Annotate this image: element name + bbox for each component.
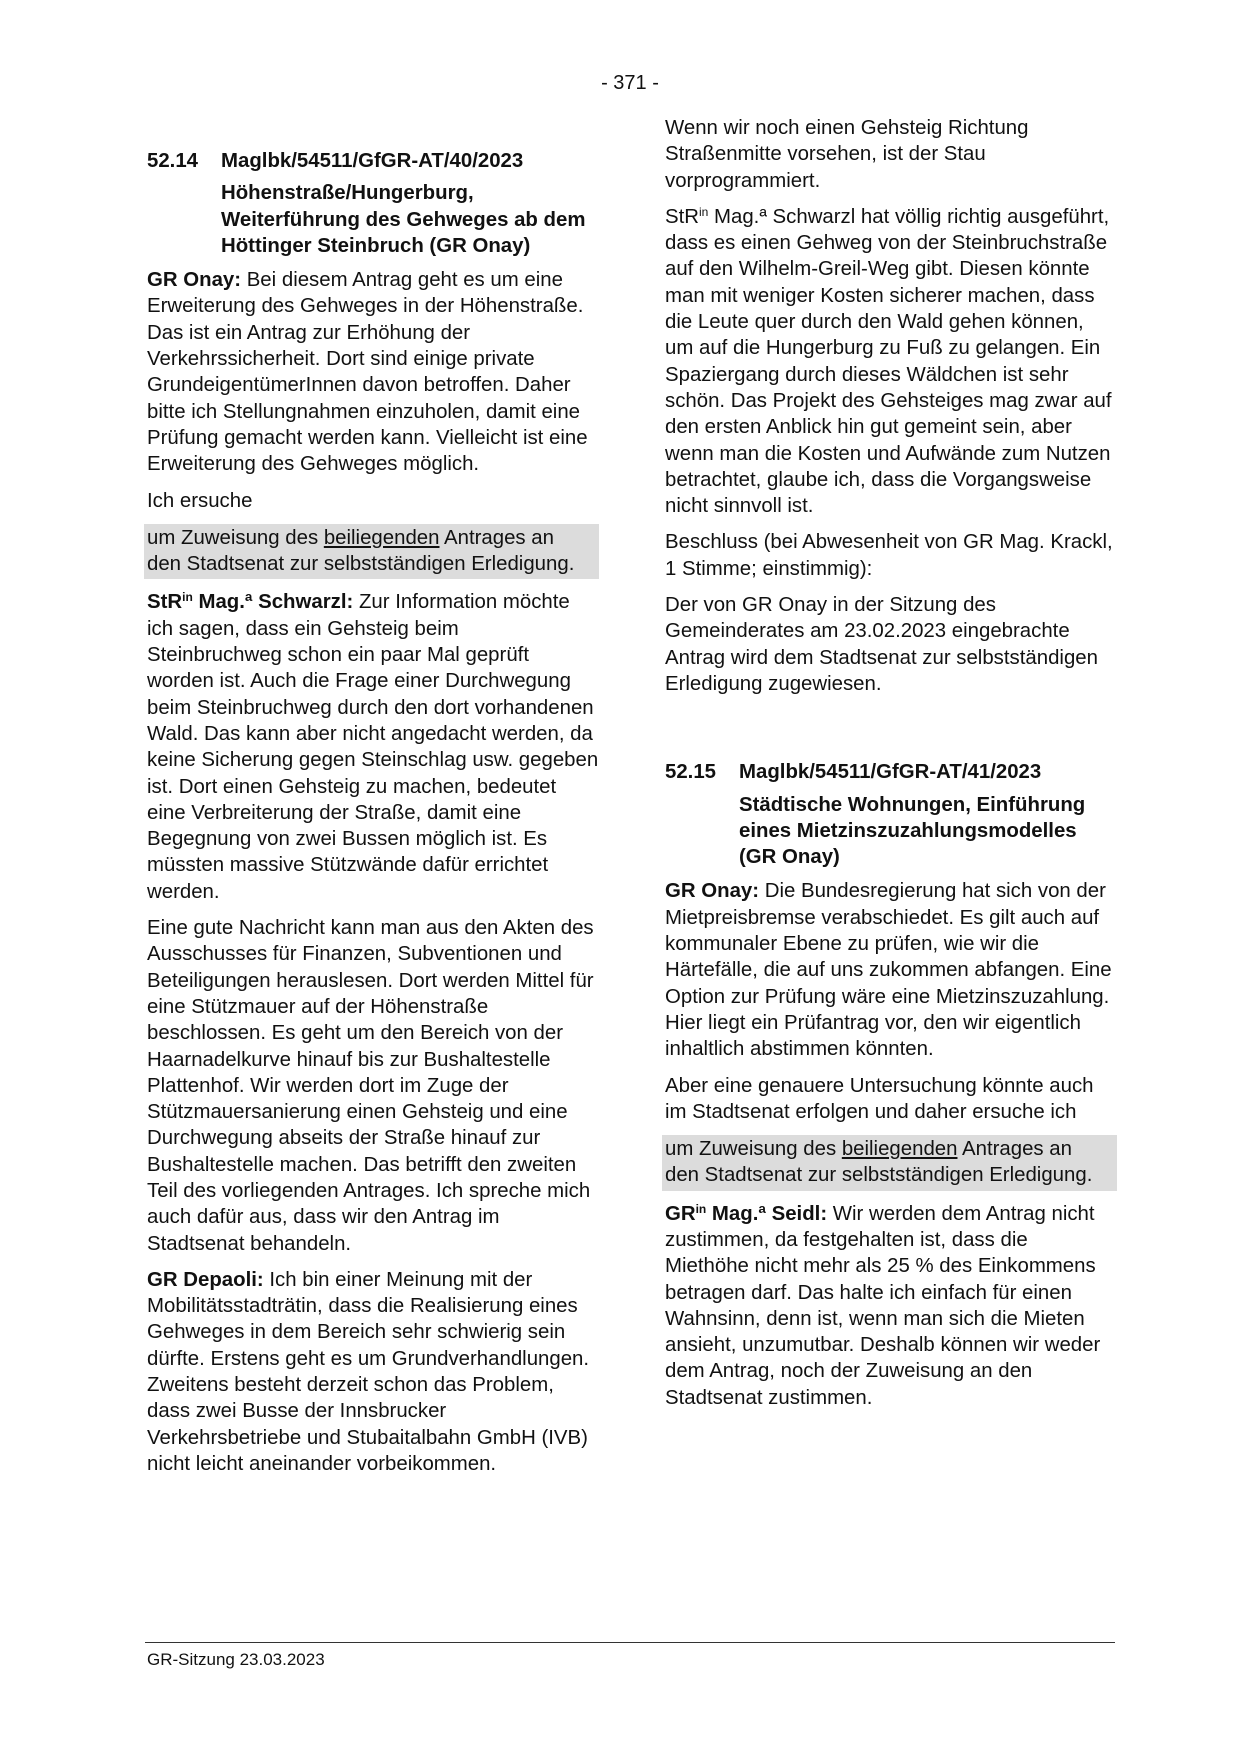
paragraph: StR$^{in}$ Mag.ª Schwarzl: Zur Information möchte ich sagen, dass ein Gehsteig beim Steinbruchweg schon ein paar Mal geprüft worden ist. Auch die Frage einer Durchwegung beim Steinbruchweg durch den dort vorhandenen Wald. Das kann aber nicht angedacht werden, da keine Sicherung gegen Steinschlag usw. gegeben ist. Dort einen Gehsteig zu machen, bedeutet eine Verbreiterung der Straße, damit eine Begegnung von zwei Bussen möglich ist. Es müssten massive Stützwände dafür errichtet werden. (147, 590, 599, 903)
right-column (665, 117, 1117, 1421)
paragraph: StR$^{in}$ Mag.ª Schwarzl hat völlig richtig ausgeführt, dass es einen Gehweg von der Steinbruchstraße auf den Wilhelm-Greil-Weg gibt. Diesen könnte man mit weniger Kosten sicherer machen, dass die Leute quer durch den Wald gehen können, um auf die Hungerburg zu Fuß zu gelangen. Ein Spaziergang durch dieses Wäldchen ist sehr schön. Das Projekt des Gehsteiges mag zwar auf den ersten Anblick hin gut gemeint sein, aber wenn man die Kosten und Aufwände zum Nutzen betrachtet, glaube ich, dass die Vorgangsweise nicht sinnvoll ist. (665, 204, 1112, 518)
item-subject: Städtische Wohnungen, Einführung eines Mietzinszuzahlungsmodelles (GR Onay) (739, 793, 1086, 869)
speaker-name: StR$^{in}$ Mag.ª Schwarzl: (147, 590, 354, 614)
item-code: Maglbk/54511/GfGR-AT/40/2023 (221, 150, 524, 172)
item-code: Maglbk/54511/GfGR-AT/41/2023 (739, 761, 1042, 784)
footer-text: GR-Sitzung 23.03.2023 (147, 1650, 325, 1669)
agenda-item-heading (147, 148, 599, 174)
paragraph: Der von GR Onay in der Sitzung des Gemeinderates am 23.02.2023 eingebrachte Antrag wird dem Stadtsenat zur selbstständigen Erledigung zugewiesen. (665, 594, 1098, 695)
motion-box: um Zuweisung des beiliegenden Antrages an den Stadtsenat zur selbstständigen Erledigung. (662, 1135, 1117, 1191)
paragraph: $GR^{in}$ Mag.ª Seidl: Wir werden dem Antrag nicht zustimmen, da festgehalten ist, dass die Miethöhe nicht mehr als 25 % des Einkommens betragen darf. Das halte ich einfach für einen Wahnsinn, denn ist, wenn man sich die Mieten ansieht, unzumutbar. Deshalb können wir weder dem Antrag, noch der Zuweisung an den Stadtsenat zustimmen. (665, 1201, 1101, 1409)
paragraph: Beschluss (bei Abwesenheit von GR Mag. Krackl, 1 Stimme; einstimmig): (665, 531, 1113, 580)
speaker-name: GR Onay: (147, 269, 242, 292)
speaker-name: GR Depaoli: (147, 1268, 264, 1291)
left-column (147, 148, 599, 1487)
agenda-item-heading (665, 759, 1117, 785)
speaker-name: $GR^{in}$ Mag.ª Seidl: (665, 1201, 828, 1225)
paragraph: GR Onay: Die Bundesregierung hat sich von der Mietpreisbremse verabschiedet. Es gilt auch auf kommunaler Ebene zu prüfen, wie wir die Härtefälle, die auf uns zukommen abfangen. Eine Option zur Prüfung wäre eine Mietzinszuzahlung. Hier liegt ein Prüfantrag vor, den wir eigentlich inhaltlich abstimmen könnten. (665, 880, 1112, 1061)
paragraph: Eine gute Nachricht kann man aus den Akten des Ausschusses für Finanzen, Subventionen und Beteiligungen herauslesen. Dort werden Mittel für eine Stützmauer auf der Höhenstraße beschlossen. Es geht um den Bereich von der Haarnadelkurve hinauf bis zur Bushaltestelle Plattenhof. Wir werden dort im Zuge der Stützmauersanierung einen Gehsteig und eine Durchwegung abseits der Straße hinauf zur Bushaltestelle machen. Das betrifft den zweiten Teil des vorliegenden Antrages. Ich spreche mich auch dafür aus, dass wir den Antrag im Stadtsenat behandeln. (147, 917, 594, 1255)
item-subject: Höhenstraße/Hungerburg, Weiterführung des Gehweges ab dem Höttinger Steinbruch (GR Onay) (221, 182, 586, 257)
underlined-term: beiliegenden (323, 526, 440, 549)
item-number: 52.14 (147, 150, 199, 172)
paragraph: Wenn wir noch einen Gehsteig Richtung Straßenmitte vorsehen, ist der Stau vorprogrammiert. (665, 117, 1029, 192)
section-gap (665, 707, 1117, 759)
footer-divider (145, 1642, 1115, 1643)
paragraph: Aber eine genauere Untersuchung könnte auch im Stadtsenat erfolgen und daher ersuche ich (665, 1074, 1094, 1123)
paragraph: GR Onay: Bei diesem Antrag geht es um eine Erweiterung des Gehweges in der Höhenstraße. Das ist ein Antrag zur Erhöhung der Verkehrssicherheit. Dort sind einige private GrundeigentümerInnen davon betroffen. Daher bitte ich Stellungnahmen einzuholen, damit eine Prüfung gemacht werden kann. Vielleicht ist eine Erweiterung des Gehweges möglich. (147, 269, 588, 476)
underlined-term: beiliegenden (841, 1138, 958, 1161)
paragraph: GR Depaoli: Ich bin einer Meinung mit der Mobilitätsstadträtin, dass die Realisierung eines Gehweges in dem Bereich sehr schwierig sein dürfte. Erstens geht es um Grundverhandlungen. Zweitens besteht derzeit schon das Problem, dass zwei Busse der Innsbrucker Verkehrsbetriebe und Stubaitalbahn GmbH (IVB) nicht leicht aneinander vorbeikommen. (147, 1268, 590, 1475)
speaker-name: GR Onay: (665, 880, 760, 903)
item-number: 52.15 (665, 761, 717, 784)
page-number: - 371 - (601, 72, 659, 94)
motion-box: um Zuweisung des beiliegenden Antrages an den Stadtsenat zur selbstständigen Erledigung. (144, 524, 599, 580)
paragraph: Ich ersuche (147, 489, 253, 512)
